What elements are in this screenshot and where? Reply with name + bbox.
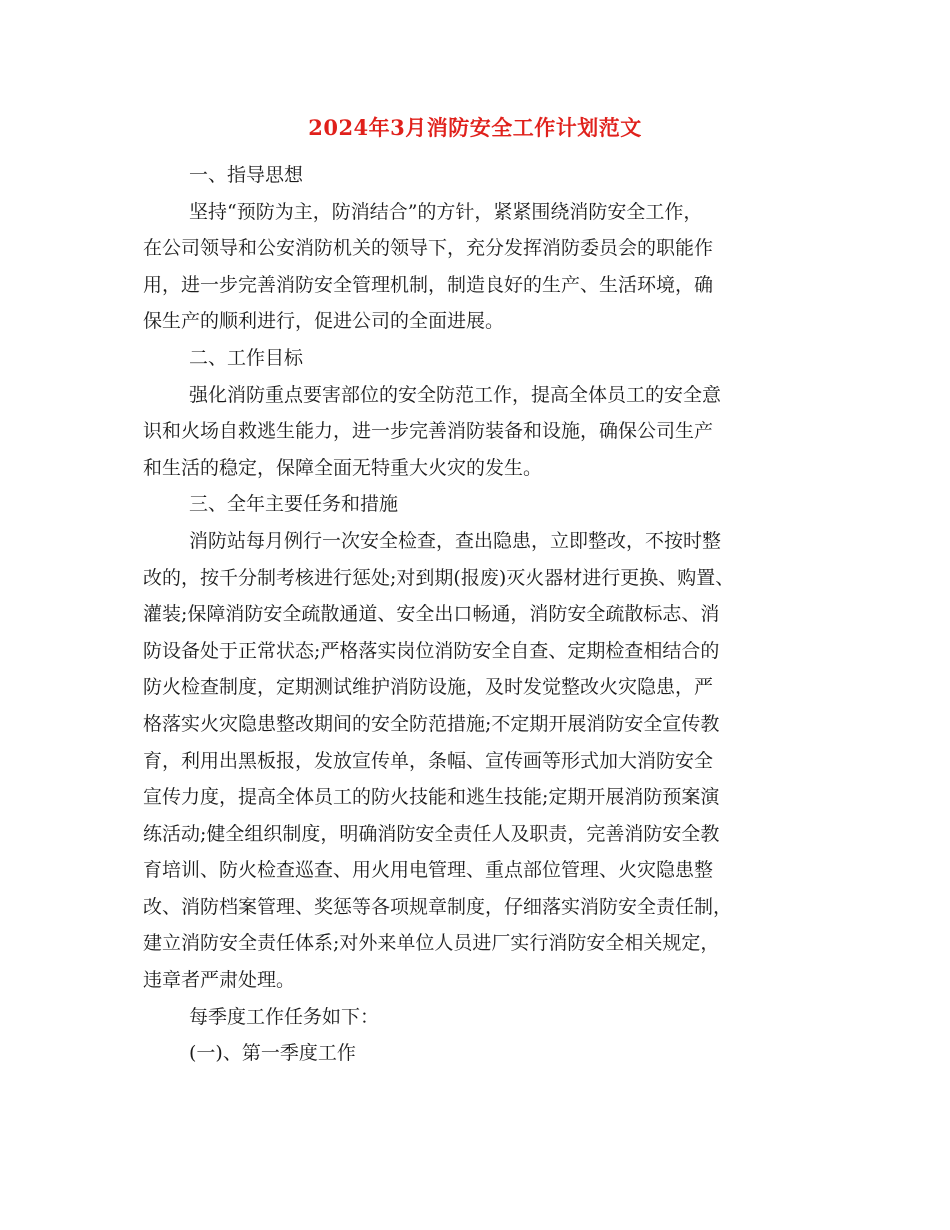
- text-line: 坚持“预防为主，防消结合”的方针，紧紧围绕消防安全工作，: [189, 200, 703, 223]
- text-line: 在公司领导和公安消防机关的领导下，充分发挥消防委员会的职能作: [143, 237, 714, 260]
- text-line: 二、工作目标: [189, 346, 304, 369]
- document-body: [143, 157, 803, 1072]
- text-line: 三、全年主要任务和措施: [189, 493, 399, 516]
- text-line: 一、指导思想: [189, 164, 304, 186]
- text-line: 防火检查制度，定期测试维护消防设施，及时发觉整改火灾隐患，严: [143, 676, 714, 699]
- text-line: 建立消防安全责任体系;对外来单位人员进厂实行消防安全相关规定，: [143, 932, 720, 955]
- text-line: 育培训、防火检查巡查、用火用电管理、重点部位管理、火灾隐患整: [143, 859, 714, 882]
- text-line: 每季度工作任务如下：: [189, 1005, 380, 1028]
- text-line: 改的，按千分制考核进行惩处;对到期(报废)灭火器材进行更换、购置、: [143, 566, 735, 589]
- text-line: 练活动;健全组织制度，明确消防安全责任人及职责，完善消防安全教: [143, 822, 720, 845]
- text-line: 灌装;保障消防安全疏散通道、安全出口畅通，消防安全疏散标志、消: [143, 603, 720, 626]
- text-line: 违章者严肃处理。: [143, 969, 296, 992]
- text-line: 改、消防档案管理、奖惩等各项规章制度，仔细落实消防安全责任制，: [143, 895, 733, 918]
- text-line: 格落实火灾隐患整改期间的安全防范措施;不定期开展消防安全宣传教: [143, 712, 720, 735]
- text-line: 强化消防重点要害部位的安全防范工作，提高全体员工的安全意: [189, 383, 722, 406]
- text-line: 育，利用出黑板报，发放宣传单，条幅、宣传画等形式加大消防安全: [143, 749, 714, 772]
- text-line: 用，进一步完善消防安全管理机制，制造良好的生产、生活环境，确: [143, 273, 714, 296]
- text-line: 保生产的顺利进行，促进公司的全面进展。: [143, 310, 505, 333]
- text-line: 消防站每月例行一次安全检查，查出隐患，立即整改，不按时整: [189, 529, 722, 552]
- text-line: 和生活的稳定，保障全面无特重大火灾的发生。: [143, 456, 543, 479]
- text-line: 宣传力度，提高全体员工的防火技能和逃生技能;定期开展消防预案演: [143, 786, 720, 809]
- text-line: (一)、第一季度工作: [189, 1042, 356, 1065]
- document-title: 2024年3月消防安全工作计划范文: [308, 115, 642, 140]
- text-line: 识和火场自救逃生能力，进一步完善消防装备和设施，确保公司生产: [143, 420, 714, 443]
- text-line: 防设备处于正常状态;严格落实岗位消防安全自查、定期检查相结合的: [143, 639, 720, 662]
